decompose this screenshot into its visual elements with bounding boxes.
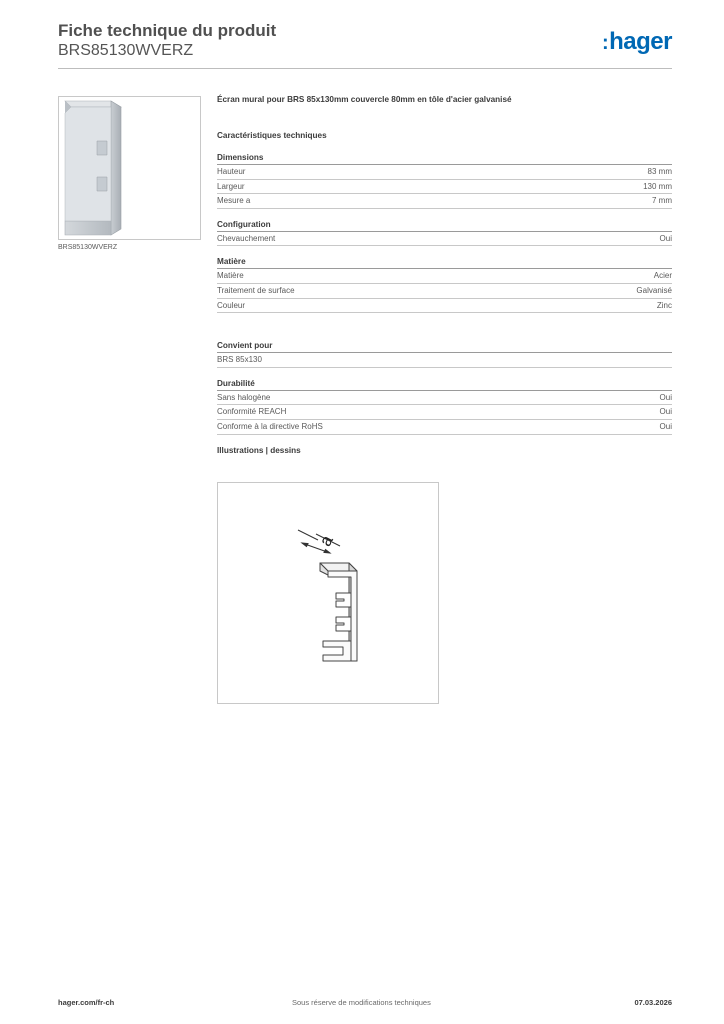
product-image-icon bbox=[59, 97, 200, 239]
specs-heading: Caractéristiques techniques bbox=[217, 131, 327, 140]
spec-row bbox=[217, 269, 672, 284]
spec-row bbox=[217, 391, 672, 406]
spec-value: Zinc bbox=[656, 300, 672, 310]
spec-row bbox=[217, 284, 672, 299]
footer-website-link[interactable]: hager.com/fr-ch bbox=[58, 998, 115, 1007]
spec-row bbox=[217, 232, 672, 247]
spec-group-compatibility bbox=[217, 341, 672, 368]
technical-drawing bbox=[217, 482, 439, 704]
spec-label: Matière bbox=[217, 271, 244, 281]
spec-label: Hauteur bbox=[217, 167, 246, 176]
spec-value: Oui bbox=[659, 421, 672, 431]
dimension-drawing-icon bbox=[218, 483, 438, 703]
spec-value: 7 mm bbox=[652, 196, 672, 206]
logo-dots-icon: : bbox=[601, 32, 609, 54]
footer-note: Sous réserve de modifications techniques bbox=[292, 998, 431, 1007]
spec-label: Couleur bbox=[217, 300, 246, 310]
group-title: Durabilité bbox=[217, 379, 672, 391]
spec-value: Oui bbox=[659, 407, 672, 417]
spec-label: Traitement de surface bbox=[217, 285, 295, 295]
spec-label: Conformité REACH bbox=[217, 407, 287, 417]
spec-value: 130 mm bbox=[643, 181, 672, 191]
photo-caption: BRS85130WVERZ bbox=[58, 244, 118, 251]
spec-row bbox=[217, 420, 672, 435]
spec-label: Largeur bbox=[217, 181, 245, 191]
spec-label: BRS 85x130 bbox=[217, 355, 262, 365]
spec-row bbox=[217, 194, 672, 209]
spec-row bbox=[217, 180, 672, 195]
spec-label: Chevauchement bbox=[217, 233, 276, 243]
logo-text: hager bbox=[609, 28, 672, 55]
illustrations-heading: Illustrations | dessins bbox=[217, 445, 301, 455]
spec-row bbox=[217, 299, 672, 314]
section-spacer bbox=[217, 324, 672, 341]
spec-row bbox=[217, 353, 672, 368]
group-title: Configuration bbox=[217, 220, 672, 232]
page-header bbox=[58, 20, 672, 70]
product-photo bbox=[58, 96, 201, 240]
product-details bbox=[217, 95, 672, 455]
group-title: Matière bbox=[217, 257, 672, 269]
spec-group-configuration bbox=[217, 220, 672, 247]
page-title: Fiche technique du produit bbox=[58, 21, 277, 40]
spec-group-dimensions bbox=[217, 153, 672, 209]
group-title: Convient pour bbox=[217, 341, 672, 353]
product-description: Écran mural pour BRS 85x130mm couvercle 80mm en tôle d'acier galvanisé bbox=[217, 95, 512, 104]
spec-group-durability bbox=[217, 379, 672, 435]
spec-value: Oui bbox=[659, 392, 672, 402]
product-reference: BRS85130WVERZ bbox=[58, 42, 194, 59]
spec-label: Conforme à la directive RoHS bbox=[217, 421, 323, 431]
spec-label: Mesure a bbox=[217, 196, 251, 206]
footer-date: 07.03.2026 bbox=[634, 998, 672, 1007]
spec-value: Galvanisé bbox=[636, 285, 672, 295]
group-title: Dimensions bbox=[217, 153, 672, 165]
spec-row bbox=[217, 405, 672, 420]
dimension-label: a bbox=[315, 532, 337, 550]
header-divider bbox=[58, 68, 672, 69]
spec-value: 83 mm bbox=[647, 167, 672, 176]
spec-value: Acier bbox=[653, 271, 672, 281]
spec-label: Sans halogène bbox=[217, 392, 271, 402]
spec-group-material bbox=[217, 257, 672, 313]
hager-logo bbox=[602, 28, 672, 56]
spec-row bbox=[217, 165, 672, 180]
spec-value: Oui bbox=[659, 233, 672, 243]
